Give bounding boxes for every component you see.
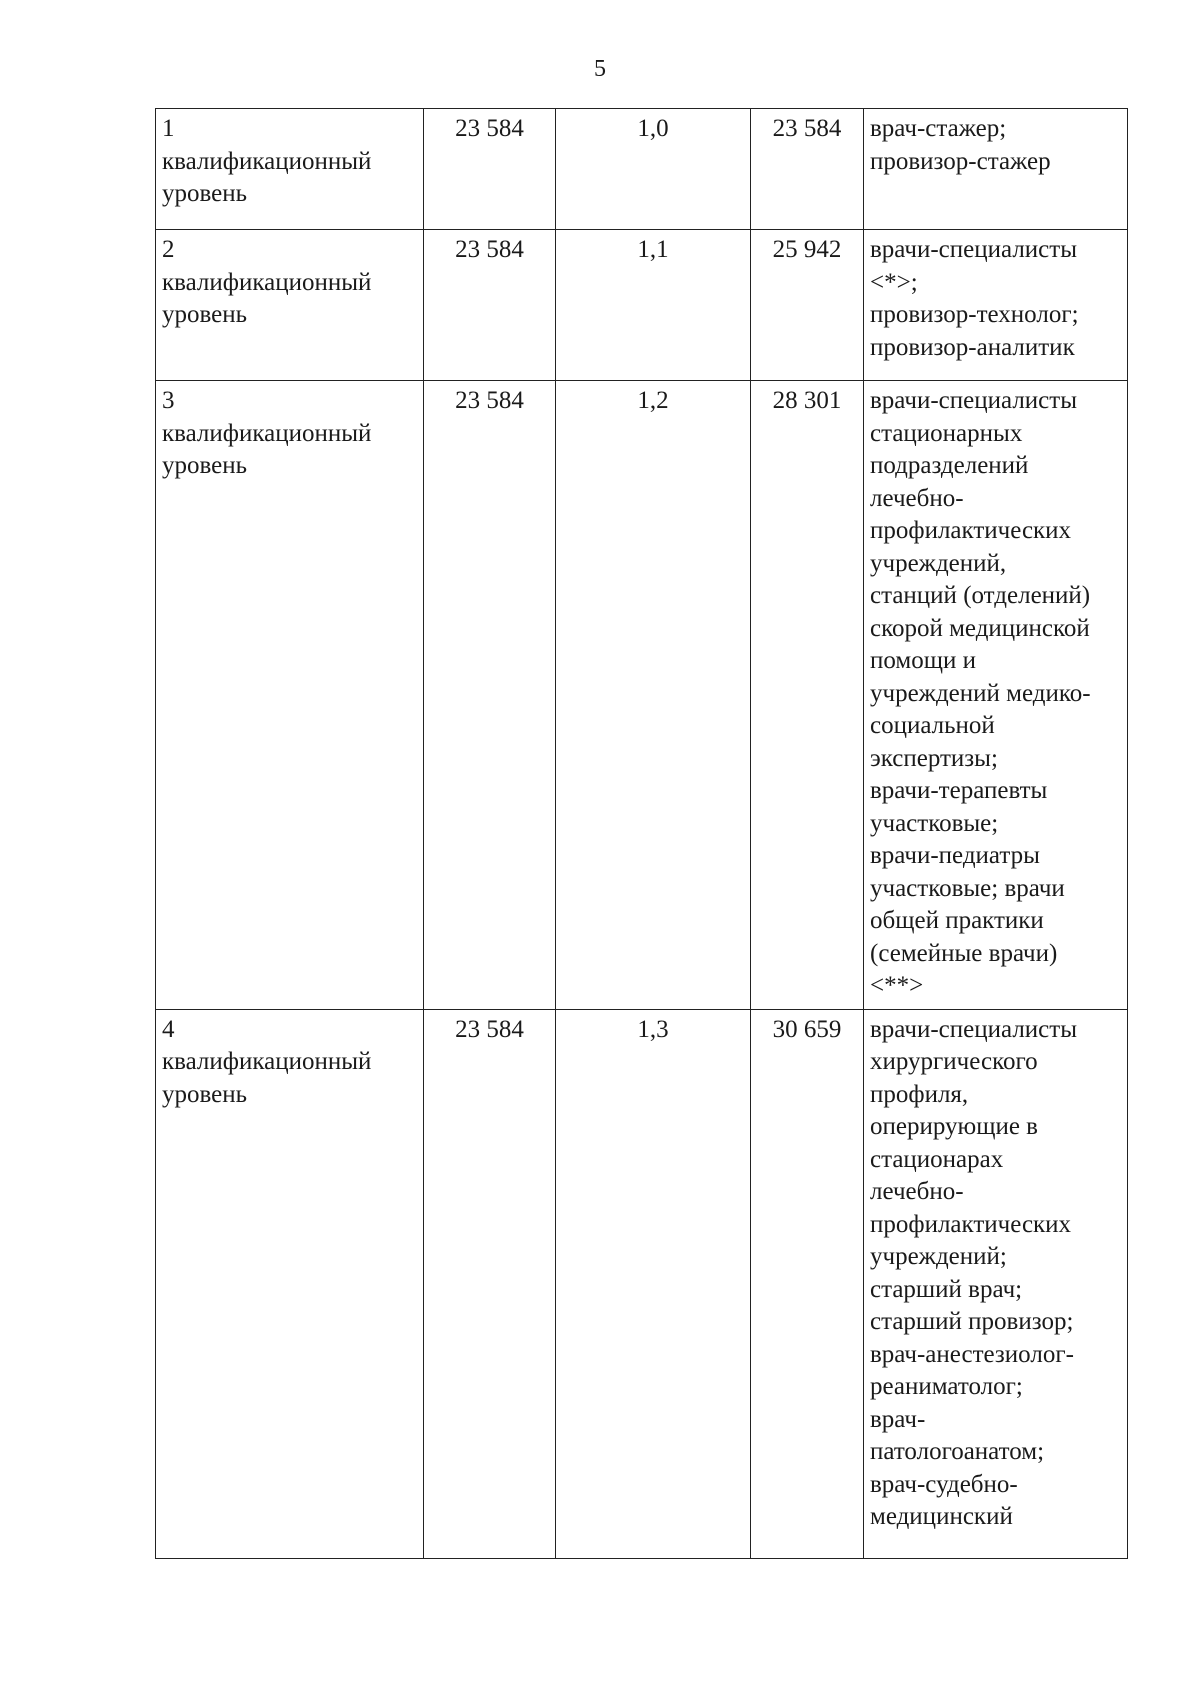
table-row — [156, 109, 1128, 230]
coefficient-cell: 1,0 — [556, 109, 751, 230]
position-line: оперирующие в — [870, 1113, 1038, 1140]
position-line: врачи-специалисты — [870, 1015, 1077, 1043]
table-row — [156, 1009, 1128, 1558]
level-number: 4 — [162, 1015, 175, 1043]
level-number: 2 — [162, 236, 175, 263]
coefficient-cell: 1,2 — [556, 381, 751, 1010]
position-line: медицинский — [870, 1503, 1013, 1530]
salary-cell: 23 584 — [751, 109, 864, 230]
position-line: провизор-стажер — [870, 147, 1051, 175]
position-line: участковые; — [870, 809, 999, 837]
page-number: 5 — [594, 56, 606, 82]
position-line: профиля, — [870, 1080, 969, 1108]
base-salary-cell: 23 584 — [424, 230, 556, 381]
position-line: участковые; врачи — [870, 874, 1065, 902]
position-line: стационарных — [870, 419, 1023, 447]
level-label: уровень — [162, 301, 248, 328]
positions-cell — [864, 381, 1128, 1010]
level-label: квалификационный — [162, 1048, 372, 1075]
level-label: уровень — [162, 452, 248, 479]
base-salary-cell: 23 584 — [424, 1009, 556, 1558]
position-line: профилактических — [870, 517, 1072, 544]
position-line: хирургического — [870, 1048, 1038, 1075]
salary-table-body — [156, 109, 1128, 1559]
positions-cell — [864, 109, 1128, 230]
base-salary-cell: 23 584 — [424, 109, 556, 230]
position-line: социальной — [870, 712, 995, 739]
qualification-level-cell — [156, 1009, 424, 1558]
salary-cell: 28 301 — [751, 381, 864, 1010]
position-line: врачи-педиатры — [870, 842, 1040, 869]
position-line: лечебно- — [870, 484, 964, 512]
position-line: реаниматолог; — [870, 1373, 1023, 1400]
position-line: врач- — [870, 1405, 926, 1433]
position-line: общей практики — [870, 907, 1044, 934]
coefficient-cell: 1,1 — [556, 230, 751, 381]
level-label: уровень — [162, 180, 248, 207]
position-line: <**> — [870, 972, 924, 999]
table-row — [156, 230, 1128, 381]
position-line: профилактических — [870, 1210, 1072, 1238]
level-number: 1 — [162, 115, 175, 142]
positions-cell — [864, 1009, 1128, 1558]
level-label: квалификационный — [162, 419, 372, 447]
qualification-level-cell — [156, 230, 424, 381]
position-line: (семейные врачи) — [870, 939, 1058, 967]
position-line: патологоанатом; — [870, 1438, 1045, 1465]
base-salary-cell: 23 584 — [424, 381, 556, 1010]
position-line: помощи и — [870, 647, 976, 674]
table-row — [156, 381, 1128, 1010]
position-line: учреждений медико- — [870, 679, 1091, 707]
level-number: 3 — [162, 387, 175, 414]
position-line: врач-судебно- — [870, 1470, 1018, 1498]
position-line: врачи-терапевты — [870, 777, 1048, 804]
position-line: провизор-технолог; — [870, 301, 1079, 328]
salary-table — [155, 108, 1128, 1559]
position-line: стационарах — [870, 1145, 1004, 1173]
position-line: подразделений — [870, 452, 1029, 479]
position-line: провизор-аналитик — [870, 333, 1075, 361]
position-line: врач-анестезиолог- — [870, 1340, 1074, 1368]
coefficient-cell: 1,3 — [556, 1009, 751, 1558]
level-label: квалификационный — [162, 268, 372, 296]
salary-cell: 30 659 — [751, 1009, 864, 1558]
qualification-level-cell — [156, 381, 424, 1010]
position-line: учреждений; — [870, 1243, 1007, 1270]
position-line: <*>; — [870, 268, 918, 296]
level-label: квалификационный — [162, 147, 372, 175]
position-line: лечебно- — [870, 1178, 964, 1205]
salary-cell: 25 942 — [751, 230, 864, 381]
position-line: учреждений, — [870, 549, 1007, 577]
position-line: экспертизы; — [870, 744, 998, 772]
position-line: старший провизор; — [870, 1308, 1074, 1335]
position-line: скорой медицинской — [870, 614, 1090, 642]
position-line: врачи-специалисты — [870, 387, 1077, 414]
position-line: врач-стажер; — [870, 115, 1007, 142]
position-line: врачи-специалисты — [870, 236, 1077, 263]
position-line: старший врач; — [870, 1275, 1023, 1303]
qualification-level-cell — [156, 109, 424, 230]
positions-cell — [864, 230, 1128, 381]
level-label: уровень — [162, 1080, 248, 1108]
position-line: станций (отделений) — [870, 582, 1091, 609]
